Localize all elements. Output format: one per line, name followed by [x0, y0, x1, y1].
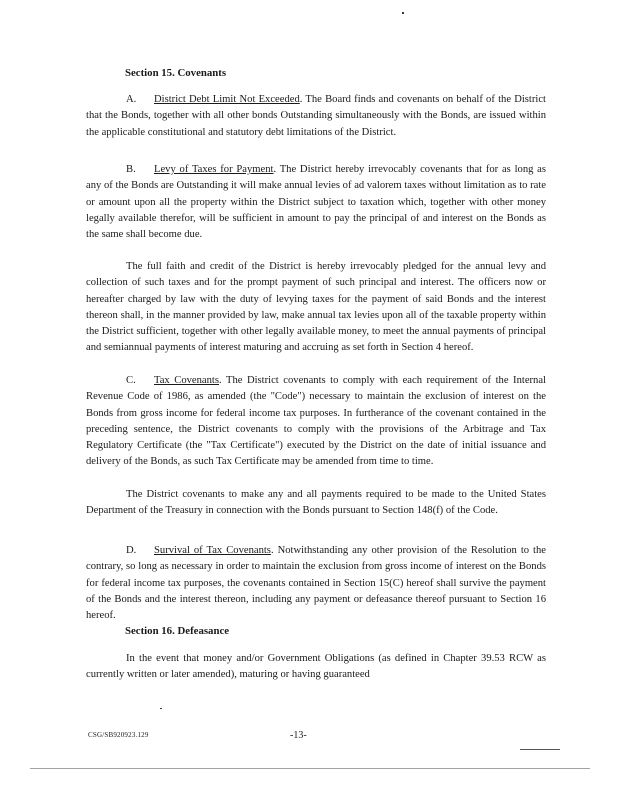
scan-speck — [160, 708, 162, 709]
paragraph-a-title: District Debt Limit Not Exceeded — [154, 94, 300, 105]
section-16-heading: Section 16. Defeasance — [125, 625, 230, 637]
paragraph-b-title: Levy of Taxes for Payment — [154, 164, 274, 175]
paragraph-c-label: C. — [126, 375, 136, 386]
page-number: -13- — [290, 730, 307, 741]
scan-speck — [402, 12, 404, 14]
paragraph-c-title: Tax Covenants — [154, 375, 219, 386]
section-15-heading: Section 15. Covenants — [125, 67, 227, 79]
scan-artifact-line — [30, 768, 590, 769]
paragraph-d-title: Survival of Tax Covenants — [154, 545, 271, 556]
scan-artifact-line — [520, 749, 560, 750]
paragraph-b-text: . The District hereby irrevocably covenants that for as long as any of the Bonds are Outstanding it will make annual levies of ad valorem taxes without limitation as to rate or amount upon all the property within the District subject to taxation which, together with other money legally available therefor, will be sufficient in amount to pay the principal of and interest on the Bonds as the same shall become due. — [86, 164, 547, 241]
paragraph-b-label: B. — [126, 164, 136, 175]
paragraph-d — [86, 543, 546, 624]
paragraph-a — [86, 92, 546, 141]
paragraph-a-text: . The Board finds and covenants on behalf of the District that the Bonds, together with all other bonds Outstanding simultaneously with the Bonds, are issued within the applicable constitutional and statutory debt limitations of the District. — [86, 94, 546, 138]
document-id: CSG/SB920923.129 — [88, 731, 149, 739]
paragraph-b — [86, 162, 546, 243]
paragraph-d-label: D. — [126, 545, 137, 556]
paragraph-defeasance: In the event that money and/or Government Obligations (as defined in Chapter 39.53 RCW as currently written or later amended), maturing or having guaranteed — [86, 653, 546, 681]
paragraph-b-pledge: The full faith and credit of the District is hereby irrevocably pledged for the annual levy and collection of such taxes and for the prompt payment of such principal and interest. The officers now or hereafter charged by law with the duty of levying taxes for the payment of said Bonds and the interest thereon shall, in the manner provided by law, make annual tax levies upon all of the taxable property within the District sufficient, together with other legally available money, to meet the annual payments of principal and semiannual payments of interest maturing and accruing as set forth in Section 4 hereof. — [86, 261, 546, 354]
paragraph-c — [86, 373, 546, 471]
paragraph-d-text: . Notwithstanding any other provision of the Resolution to the contrary, so long as necessary in order to maintain the exclusion from gross income of interest on the Bonds for federal income tax purposes, the covenants contained in Section 15(C) hereof shall survive the payment of the Bonds and the interest thereon, including any payment or defeasance thereof pursuant to Section 16 hereof. — [86, 545, 546, 622]
paragraph-c-text: . The District covenants to comply with each requirement of the Internal Revenue Code of 1986, as amended (the "Code") necessary to maintain the exclusion of interest on the Bonds from gross income for federal income tax purposes. In furtherance of the covenant contained in the preceding sentence, the District covenants to comply with the provisions of the Arbitrage and Tax Regulatory Certificate (the "Tax Certificate") executed by the District on the date of initial issuance and delivery of the Bonds, as such Tax Certificate may be amended from time to time. — [86, 375, 546, 468]
paragraph-c-payments: The District covenants to make any and all payments required to be made to the United States Department of the Treasury in connection with the Bonds pursuant to Section 148(f) of the Code. — [86, 489, 546, 517]
paragraph-a-label: A. — [126, 94, 137, 105]
